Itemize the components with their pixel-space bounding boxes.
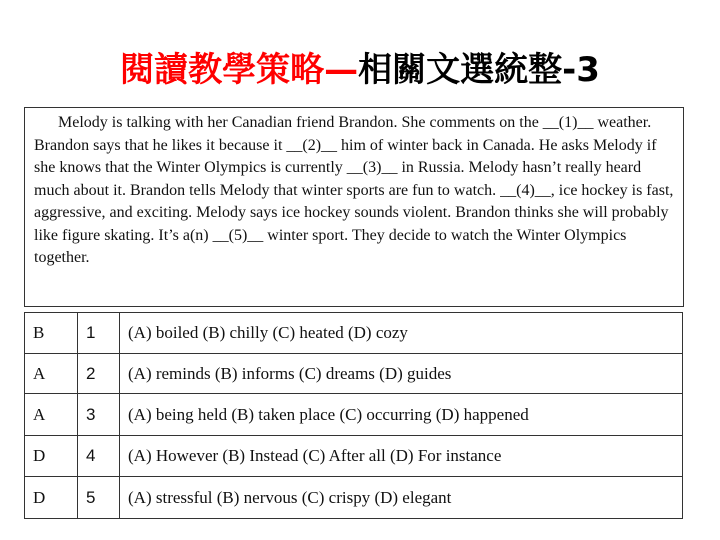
answer-cell: D (25, 436, 78, 477)
question-options: (A) boiled (B) chilly (C) heated (D) cozy (120, 313, 683, 354)
table-row (25, 436, 683, 477)
question-number: 1 (78, 313, 120, 354)
question-options: (A) However (B) Instead (C) After all (D) For instance (120, 436, 683, 477)
question-number: 5 (78, 477, 120, 519)
answer-cell: A (25, 394, 78, 436)
table-row (25, 313, 683, 354)
title-black-part: 相關文選統整-3 (358, 50, 600, 90)
table-row (25, 477, 683, 519)
answer-cell: B (25, 313, 78, 354)
question-table (24, 312, 683, 519)
question-number: 2 (78, 354, 120, 394)
reading-passage: Melody is talking with her Canadian friend Brandon. She comments on the __(1)__ weather. Brandon says that he likes it because it __(2)__ him of winter back in Canada. He asks Melody if she knows that the Winter Olympics is currently __(3)__ in Russia. Melody hasn’t really heard much about it. Brandon tells Melody that winter sports are fun to watch. __(4)__, ice hockey is fast, aggressive, and exciting. Melody says ice hockey sounds violent. Brandon thinks she will probably like figure skating. It’s a(n) __(5)__ winter sport. They decide to watch the Winter Olympics together. (24, 107, 684, 307)
question-options: (A) being held (B) taken place (C) occurring (D) happened (120, 394, 683, 436)
question-options: (A) reminds (B) informs (C) dreams (D) guides (120, 354, 683, 394)
question-number: 3 (78, 394, 120, 436)
table-row (25, 394, 683, 436)
question-number: 4 (78, 436, 120, 477)
table-row (25, 354, 683, 394)
question-options: (A) stressful (B) nervous (C) crispy (D) elegant (120, 477, 683, 519)
answer-cell: D (25, 477, 78, 519)
page-title (0, 42, 720, 98)
title-red-part: 閱讀教學策略— (120, 50, 359, 90)
answer-cell: A (25, 354, 78, 394)
